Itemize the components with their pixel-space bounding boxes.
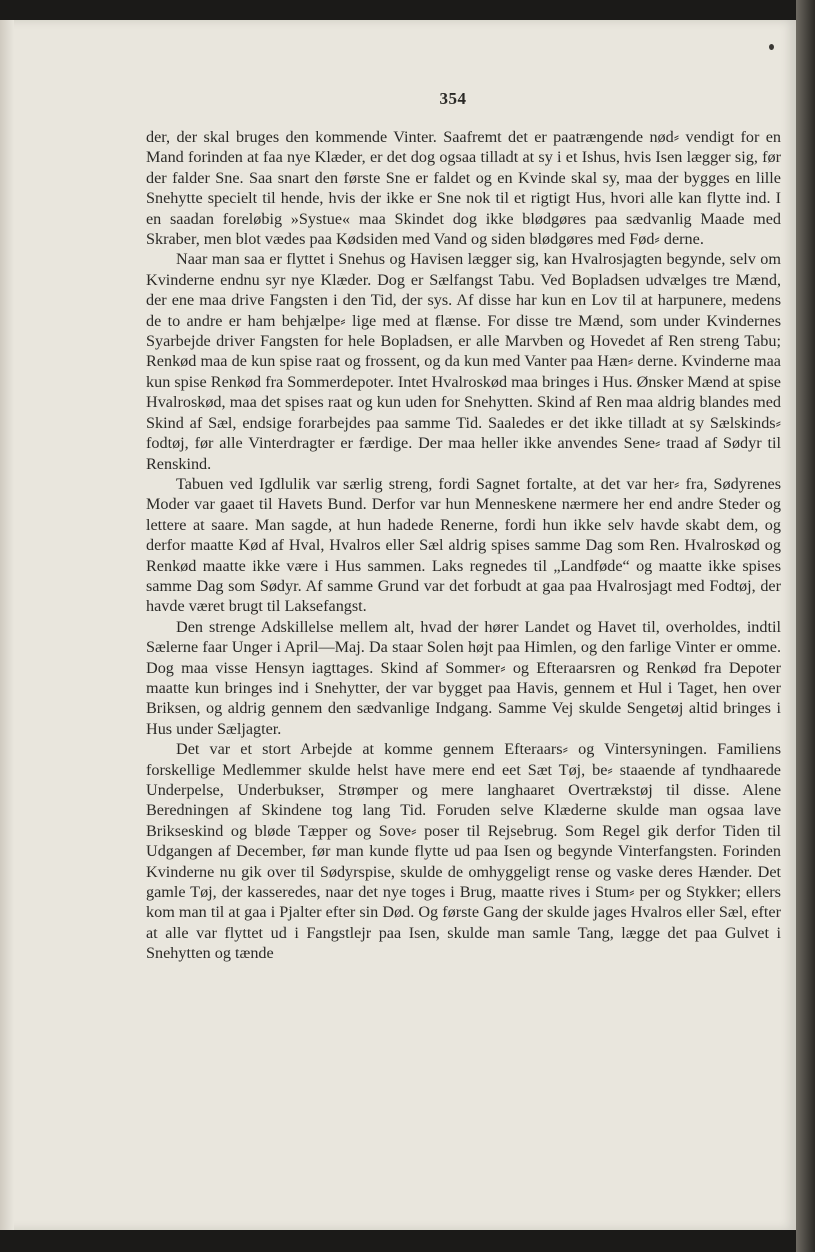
page-gutter-shadow (0, 20, 14, 1230)
body-text (146, 127, 781, 964)
page-number: 354 (439, 89, 467, 108)
paragraph-3: Tabuen ved Igdlulik var særlig streng, fordi Sagnet fortalte, at det var her⸗ fra, Sødyrenes Moder var gaaet til Havets Bund. Derfor var hun Menneskene nærmere her end andre Steder og lettere at saare. Man sagde, at hun hadede Renerne, fordi hun ikke selv havde skabt dem, og derfor maatte Kød af Hval, Hvalros eller Sæl aldrig spises samme Dag som Ren. Hvalroskød og Renkød maatte ikke være i Hus sammen. Laks regnedes til „Landføde“ og maatte ikke spises samme Dag som Sødyr. Af samme Grund var det forbudt at gaa paa Hvalrosjagt med Fodtøj, der havde været brugt til Laksefangst. (146, 474, 781, 616)
ink-dot (769, 44, 774, 50)
paragraph-5: Det var et stort Arbejde at komme gennem Efteraars⸗ og Vintersyningen. Familiens forskellige Medlemmer skulde helst have mere end eet Sæt Tøj, be⸗ staaende af tyndhaarede Underpelse, Underbukser, Strømper og mere langhaaret Overtrækstøj til disse. Alene Beredningen af Skindene tog lang Tid. Foruden selve Klæderne skulde man ogsaa lave Brikseskind og bløde Tæpper og Sove⸗ poser til Rejsebrug. Som Regel gik derfor Tiden til Udgangen af December, før man kunde flytte ud paa Isen og begynde Vinterfangsten. Forinden Kvinderne nu gik over til Sødyrspise, skulde de omhyggeligt rense og vaske deres Hænder. Det gamle Tøj, der kasseredes, naar det nye toges i Brug, maatte rives i Stum⸗ per og Stykker; ellers kom man til at gaa i Pjalter efter sin Død. Og første Gang der skulde jages Hvalros eller Sæl, efter at alle var flyttet ud i Fangstlejr paa Isen, skulde man samle Tang, lægge det paa Gulvet i Snehytten og tænde (146, 740, 781, 963)
paragraph-4: Den strenge Adskillelse mellem alt, hvad der hører Landet og Havet til, overholdes, indtil Sælerne faar Unger i April—Maj. Da staar Solen højt paa Himlen, og den farlige Vinter er omme. Dog maa visse Hensyn iagttages. Skind af Sommer⸗ og Efteraarsren og Renkød fra Depoter maatte kun bringes ind i Snehytter, der var bygget paa Havis, gennem et Hul i Taget, hen over Briksen, og aldrig gennem den sædvanlige Indgang. Samme Vej skulde Sengetøj altid bringes i Hus under Sæljagter. (146, 617, 781, 738)
scan-edge (796, 0, 815, 1252)
paragraph-2: Naar man saa er flyttet i Snehus og Havisen lægger sig, kan Hvalrosjagten begynde, selv om Kvinderne endnu syr nye Klæder. Dog er Sælfangst Tabu. Ved Bopladsen udvælges tre Mænd, der ene maa drive Fangsten i den Tid, der sys. Af disse har kun en Lov til at harpunere, medens de to andre er ham behjælpe⸗ lige med at flænse. For disse tre Mænd, som under Kvindernes Syarbejde driver Fangsten for hele Bopladsen, er alle Marvben og Hovedet af Ren streng Tabu; Renkød maa de kun spise raat og frossent, og da kun med Vanter paa Hæn⸗ derne. Kvinderne maa kun spise Renkød fra Sommerdepoter. Intet Hvalroskød maa bringes i Hus. Ønsker Mænd at spise Hvalroskød, maa det spises raat og kun uden for Snehytten. Skind af Ren maa aldrig blandes med Skind af Sæl, endsige forarbejdes paa samme Tid. Saaledes er det ikke tilladt at sy Sælskinds⸗ fodtøj, før alle Vinterdragter er færdige. Der maa heller ikke anvendes Sene⸗ traad af Sødyr til Renskind. (146, 250, 781, 473)
paragraph-1: der, der skal bruges den kommende Vinter. Saafremt det er paatrængende nød⸗ vendigt for en Mand forinden at faa nye Klæder, er det dog ogsaa tilladt at sy i et Ishus, hvis Isen lægger sig, før der falder Sne. Saa snart den første Sne er faldet og en Kvinde skal sy, maa der bygges en lille Snehytte specielt til hende, hvis der ikke er Sne nok til et rigtigt Hus, hvori alle kan flytte ind. I en saadan foreløbig »Systue« maa Skindet dog ikke blødgøres paa sædvanlig Maade med Skraber, men blot vædes paa Kødsiden med Vand og siden blødgøres med Fød⸗ derne. (146, 128, 781, 249)
